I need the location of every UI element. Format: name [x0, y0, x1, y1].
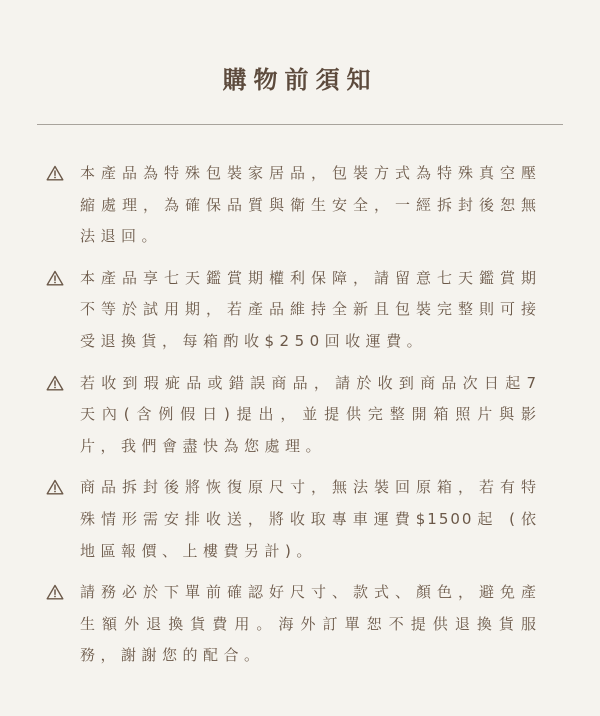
notice-item: [0, 472, 600, 567]
notice-line: 務，謝謝您的配合。: [80, 646, 265, 665]
notice-line: 不等於試用期，若產品維持全新且包裝完整則可接: [80, 300, 538, 319]
warning-icon: [46, 479, 64, 495]
notice-line: 受退換貨，每箱酌收$250回收運費。: [80, 331, 428, 350]
notice-text: [80, 368, 538, 463]
notice-line: 法退回。: [80, 227, 163, 246]
notice-line: 殊情形需安排收送，將收取專車運費$1500起 (依: [80, 509, 538, 528]
notice-text: [80, 577, 538, 672]
notice-item: [0, 368, 600, 463]
warning-icon: [46, 165, 64, 181]
notice-item: [0, 263, 600, 358]
notice-text: [80, 472, 538, 567]
warning-icon: [46, 375, 64, 391]
notice-list: [0, 158, 600, 682]
notice-line: 地區報價、上樓費另計)。: [80, 541, 317, 560]
notice-item: [0, 158, 600, 253]
notice-line: 商品拆封後將恢復原尺寸，無法裝回原箱，若有特: [80, 478, 538, 497]
notice-text: [80, 263, 538, 358]
notice-line: 片，我們會盡快為您處理。: [80, 436, 327, 455]
notice-line: 天內(含例假日)提出，並提供完整開箱照片與影: [80, 405, 538, 424]
divider: [37, 124, 563, 125]
notice-line: 若收到瑕疵品或錯誤商品，請於收到商品次日起7: [80, 373, 538, 392]
notice-item: [0, 577, 600, 672]
notice-line: 本產品享七天鑑賞期權利保障，請留意七天鑑賞期: [80, 268, 538, 287]
page-title: 購物前須知: [222, 66, 378, 94]
notice-line: 縮處理，為確保品質與衛生安全，一經拆封後恕無: [80, 195, 538, 214]
warning-icon: [46, 584, 64, 600]
notice-line: 生額外退換貨費用。海外訂單恕不提供退換貨服: [80, 614, 538, 633]
warning-icon: [46, 270, 64, 286]
notice-line: 請務必於下單前確認好尺寸、款式、顏色，避免產: [80, 583, 538, 602]
notice-text: [80, 158, 538, 253]
notice-line: 本產品為特殊包裝家居品，包裝方式為特殊真空壓: [80, 164, 538, 182]
